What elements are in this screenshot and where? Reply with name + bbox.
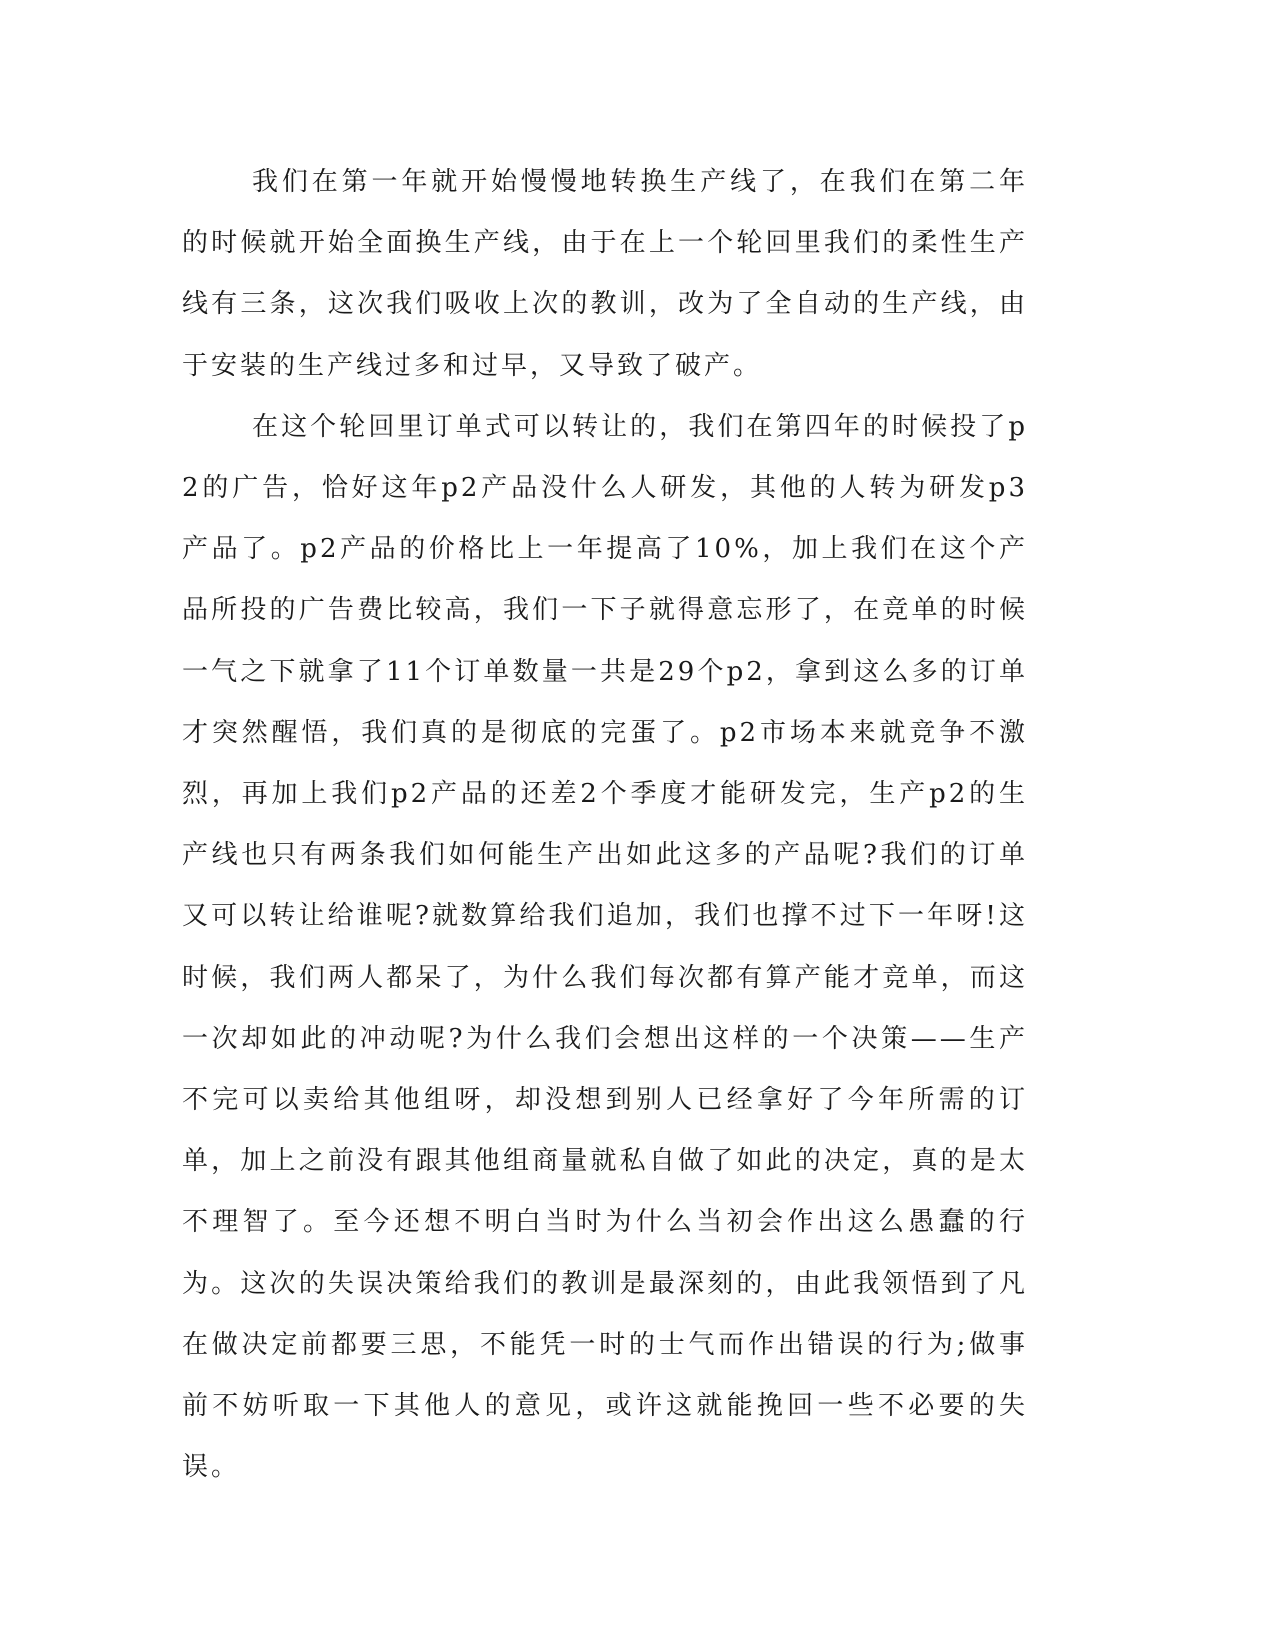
paragraph-2: 在这个轮回里订单式可以转让的，我们在第四年的时候投了p2的广告，恰好这年p2产品没什么人研发，其他的人转为研发p3产品了。p2产品的价格比上一年提高了10%，加上我们在这个产品所投的广告费比较高，我们一下子就得意忘形了，在竞单的时候一气之下就拿了11个订单数量一共是29个p2，拿到这么多的订单才突然醒悟，我们真的是彻底的完蛋了。p2市场本来就竞争不激烈，再加上我们p2产品的还差2个季度才能研发完，生产p2的生产线也只有两条我们如何能生产出如此这多的产品呢?我们的订单又可以转让给谁呢?就数算给我们追加，我们也撑不过下一年呀!这时候，我们两人都呆了，为什么我们每次都有算产能才竞单，而这一次却如此的冲动呢?为什么我们会想出这样的一个决策——生产不完可以卖给其他组呀，却没想到别人已经拿好了今年所需的订单，加上之前没有跟其他组商量就私自做了如此的决定，真的是太不理智了。至今还想不明白当时为什么当初会作出这么愚蠢的行为。这次的失误决策给我们的教训是最深刻的，由此我领悟到了凡在做决定前都要三思，不能凭一时的士气而作出错误的行为;做事前不妨听取一下其他人的意见，或许这就能挽回一些不必要的失误。	[182, 411, 1028, 1483]
document-body	[182, 152, 1028, 1498]
paragraph-1: 我们在第一年就开始慢慢地转换生产线了，在我们在第二年的时候就开始全面换生产线，由于在上一个轮回里我们的柔性生产线有三条，这次我们吸收上次的教训，改为了全自动的生产线，由于安装的生产线过多和过早，又导致了破产。	[182, 167, 1028, 381]
